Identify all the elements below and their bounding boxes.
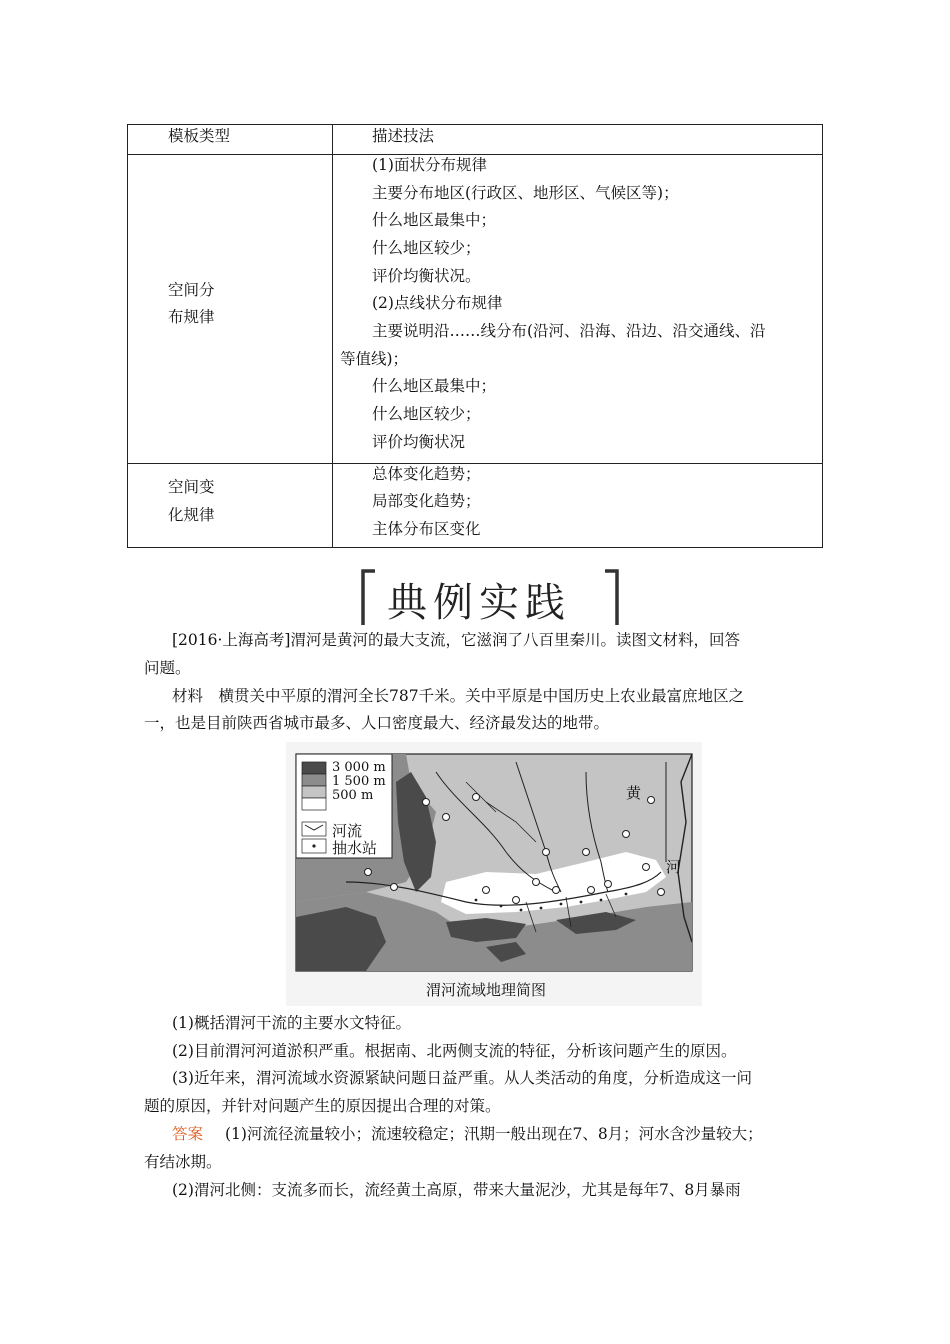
legend-3000: 3 000 m	[332, 760, 386, 775]
map-caption: 渭河流域地理简图	[426, 981, 547, 999]
row-label-spatial-distribution-1: 空间分	[168, 281, 215, 299]
table-line: 什么地区较少；	[372, 239, 481, 257]
question-2: (2)目前渭河河道淤积严重。根据南、北两侧支流的特征，分析该问题产生的原因。	[172, 1042, 737, 1060]
answer-label: 答案	[172, 1125, 204, 1143]
table-line: 主体分布区变化	[372, 520, 481, 538]
question-intro-cont: 问题。	[144, 659, 191, 677]
table-line: (2)点线状分布规律	[372, 294, 503, 312]
material-text: 材料 横贯关中平原的渭河全长787千米。关中平原是中国历史上农业最富庶地区之	[172, 687, 745, 705]
table-column-divider	[332, 125, 333, 547]
material-text-cont: 一，也是目前陕西省城市最多、人口密度最大、经济最发达的地带。	[144, 714, 610, 732]
answer-1: (1)河流径流量较小；流速较稳定；汛期一般出现在7、8月；河水含沙量较大；	[225, 1125, 763, 1143]
row-label-spatial-change-1: 空间变	[168, 478, 215, 496]
question-3-cont: 题的原因，并针对问题产生的原因提出合理的对策。	[144, 1097, 501, 1115]
method-table	[127, 124, 823, 548]
table-line: 评价均衡状况	[372, 433, 466, 451]
question-1: (1)概括渭河干流的主要水文特征。	[172, 1014, 411, 1032]
question-intro: [2016·上海高考]渭河是黄河的最大支流，它滋润了八百里秦川。读图文材料，回答	[172, 631, 740, 649]
section-title	[359, 567, 621, 629]
answer-1-cont: 有结冰期。	[144, 1153, 222, 1171]
weihe-basin-map	[286, 742, 702, 1006]
section-title-text: 典例实践	[387, 580, 571, 626]
legend-1500: 1 500 m	[332, 774, 386, 789]
legend-pump-station: 抽水站	[332, 839, 378, 857]
label-yellow-river-1: 黄	[626, 784, 642, 802]
label-yellow-river-2: 河	[666, 858, 682, 876]
table-line: 局部变化趋势；	[372, 492, 481, 510]
table-line: 总体变化趋势；	[372, 465, 481, 483]
table-line: 什么地区较少；	[372, 405, 481, 423]
table-header-method: 描述技法	[372, 127, 435, 145]
table-line: 主要说明沿……线分布(沿河、沿海、沿边、沿交通线、沿	[372, 322, 766, 340]
table-line: (1)面状分布规律	[372, 156, 487, 174]
table-header-type: 模板类型	[168, 127, 231, 145]
answer-2: (2)渭河北侧：支流多而长，流经黄土高原，带来大量泥沙，尤其是每年7、8月暴雨	[172, 1181, 741, 1199]
table-line: 等值线)；	[340, 350, 409, 368]
table-line: 评价均衡状况。	[372, 267, 481, 285]
question-3: (3)近年来，渭河流域水资源紧缺问题日益严重。从人类活动的角度，分析造成这一问	[172, 1069, 752, 1087]
legend-500: 500 m	[332, 788, 374, 803]
table-line: 什么地区最集中；	[372, 211, 497, 229]
row-label-spatial-distribution-2: 布规律	[168, 308, 215, 326]
legend-river: 河流	[332, 822, 363, 840]
row-label-spatial-change-2: 化规律	[168, 506, 215, 524]
table-line: 什么地区最集中；	[372, 377, 497, 395]
table-line: 主要分布地区(行政区、地形区、气候区等)；	[372, 184, 679, 202]
